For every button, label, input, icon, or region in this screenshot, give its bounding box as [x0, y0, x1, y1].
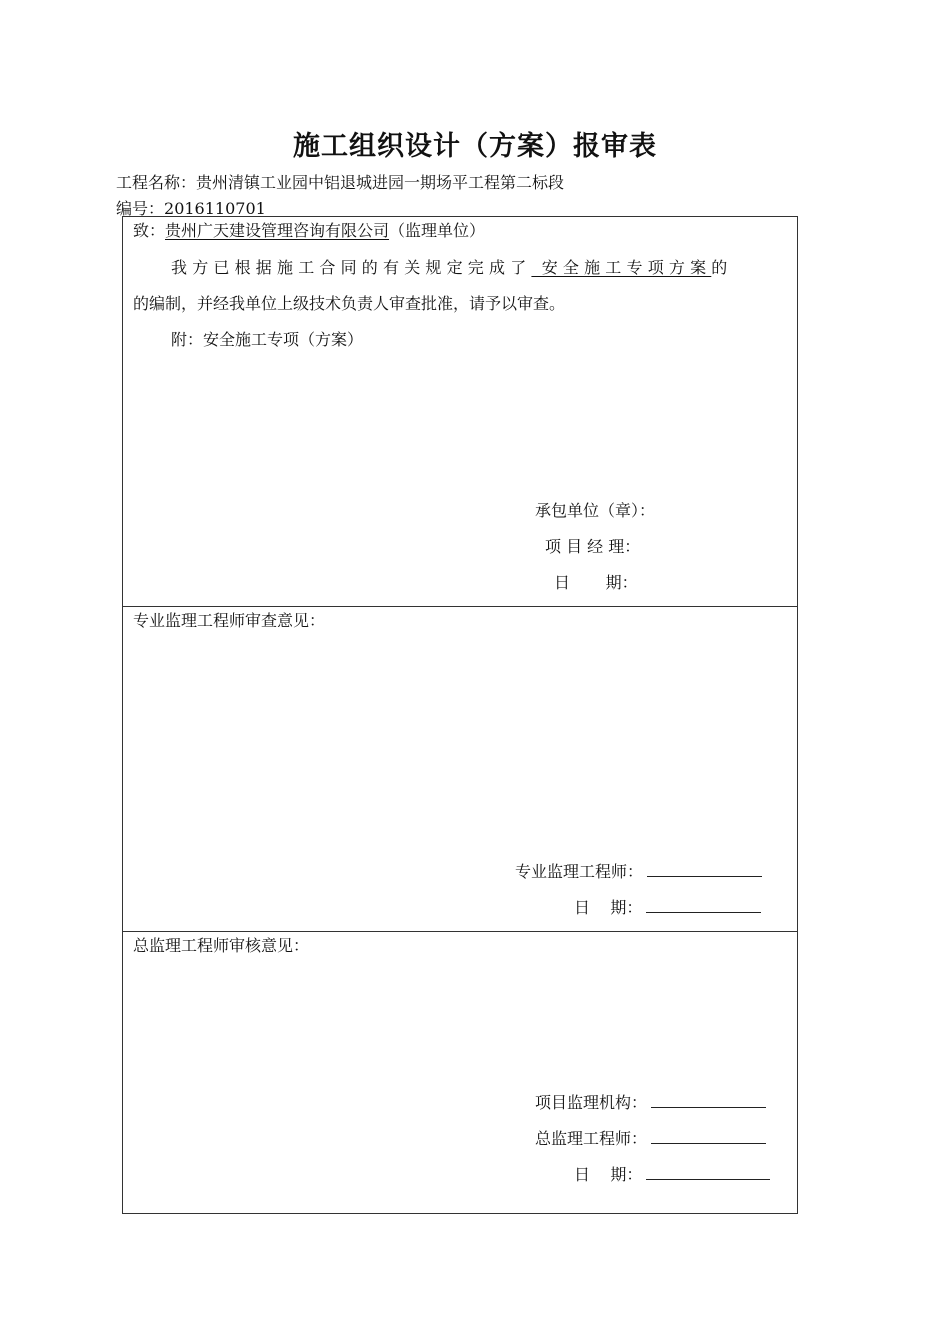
contractor-seal-label: 承包单位（章）： — [535, 501, 656, 520]
submission-date-label: 日 期： — [554, 573, 638, 592]
addressee-line — [133, 220, 485, 242]
project-name-value: 贵州清镇工业园中铝退城进园一期场平工程第二标段 — [196, 173, 565, 192]
document-number-value: 2016110701 — [164, 199, 266, 218]
project-manager-label: 项 目 经 理： — [545, 537, 641, 556]
statement-suffix: 的 — [711, 258, 728, 277]
addressee-prefix: 致： — [133, 221, 166, 240]
chief-engineer-blank[interactable] — [651, 1129, 766, 1144]
chief-date-signature — [574, 1164, 770, 1186]
supervision-agency-signature — [535, 1092, 766, 1114]
plan-name: 安全施工专项方案 — [531, 258, 712, 277]
review-form-table — [122, 216, 798, 1214]
specialist-review-section — [123, 607, 797, 932]
attachment-line: 附：安全施工专项（方案） — [171, 330, 364, 349]
specialist-engineer-label: 专业监理工程师： — [515, 862, 644, 881]
chief-engineer-signature — [535, 1128, 766, 1150]
chief-date-label: 日 期： — [574, 1165, 643, 1184]
statement-text: 我方已根据施工合同的有关规定完成了 — [171, 258, 532, 277]
supervision-agency-label: 项目监理机构： — [535, 1093, 648, 1112]
specialist-engineer-signature — [515, 861, 762, 883]
supervision-company: 贵州广天建设管理咨询有限公司 — [165, 221, 390, 240]
statement-line-1 — [171, 257, 727, 279]
document-number-label: 编号： — [116, 199, 165, 218]
page-title: 施工组织设计（方案）报审表 — [293, 131, 657, 162]
specialist-date-signature — [574, 897, 761, 919]
statement-line-2: 的编制，并经我单位上级技术负责人审查批准，请予以审查。 — [133, 294, 566, 313]
project-name-line — [116, 170, 564, 193]
project-name-label: 工程名称： — [116, 173, 197, 192]
specialist-date-blank[interactable] — [646, 898, 761, 913]
addressee-suffix: （监理单位） — [389, 221, 486, 240]
chief-engineer-label: 总监理工程师： — [535, 1129, 648, 1148]
chief-review-heading: 总监理工程师审核意见： — [133, 936, 310, 955]
specialist-engineer-blank[interactable] — [647, 862, 762, 877]
submission-section — [123, 217, 797, 607]
specialist-date-label: 日 期： — [574, 898, 643, 917]
supervision-agency-blank[interactable] — [651, 1093, 766, 1108]
chief-date-blank[interactable] — [646, 1165, 770, 1180]
specialist-review-heading: 专业监理工程师审查意见： — [133, 611, 326, 630]
chief-review-section — [123, 932, 797, 1215]
